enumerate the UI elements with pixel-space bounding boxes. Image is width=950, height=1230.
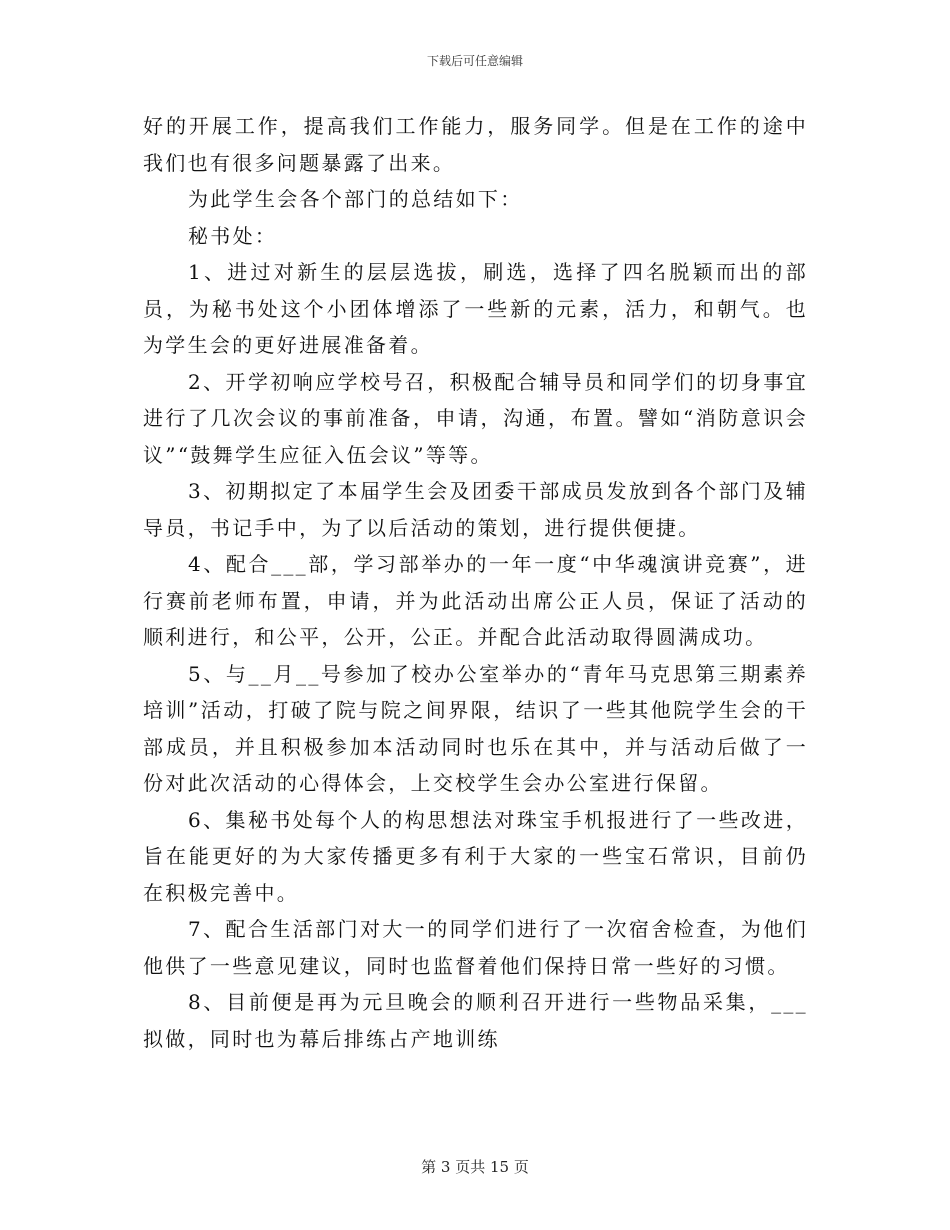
list-item-7: 7、配合生活部门对大一的同学们进行了一次宿舍检查，为他们他供了一些意见建议，同时也监督着他们保持日常一些好的习惯。: [143, 917, 808, 978]
list-item-4: 4、配合___部，学习部举办的一年一度“中华魂演讲竞赛”，进行赛前老师布置，申请，并为此活动出席公正人员，保证了活动的顺利进行，和公平，公开，公正。并配合此活动取得圆满成功。: [143, 552, 808, 649]
page-footer: 第 3 页共 15 页: [421, 1158, 529, 1176]
list-item-1: 1、进过对新生的层层选拔，刷选，选择了四名脱颖而出的部员，为秘书处这个小团体增添了一些新的元素，活力，和朝气。也为学生会的更好进展准备着。: [143, 260, 808, 357]
list-item-3: 3、初期拟定了本届学生会及团委干部成员发放到各个部门及辅导员，书记手中，为了以后活动的策划，进行提供便捷。: [143, 479, 808, 540]
document-body: [143, 108, 808, 1057]
list-item-2: 2、开学初响应学校号召，积极配合辅导员和同学们的切身事宜进行了几次会议的事前准备，申请，沟通，布置。譬如“消防意识会议”“鼓舞学生应征入伍会议”等等。: [143, 369, 808, 467]
paragraph-intro: 为此学生会各个部门的总结如下：: [188, 187, 523, 211]
section-heading-secretariat: 秘书处：: [188, 223, 278, 248]
paragraph-continuation: 好的开展工作，提高我们工作能力，服务同学。但是在工作的途中我们也有很多问题暴露了出来。: [143, 114, 808, 175]
list-item-5: 5、与__月__号参加了校办公室举办的“青年马克思第三期素养培训”活动，打破了院与院之间界限，结识了一些其他院学生会的干部成员，并且积极参加本活动同时也乐在其中，并与活动后做了一份对此次活动的心得体会，上交校学生会办公室进行保留。: [143, 661, 808, 795]
page-header: 下载后可任意编辑: [426, 54, 523, 68]
list-item-6: 6、集秘书处每个人的构思想法对珠宝手机报进行了一些改进，旨在能更好的为大家传播更多有利于大家的一些宝石常识，目前仍在积极完善中。: [143, 807, 808, 905]
list-item-8: 8、目前便是再为元旦晚会的顺利召开进行一些物品采集，___拟做，同时也为幕后排练占产地训练: [143, 990, 808, 1051]
